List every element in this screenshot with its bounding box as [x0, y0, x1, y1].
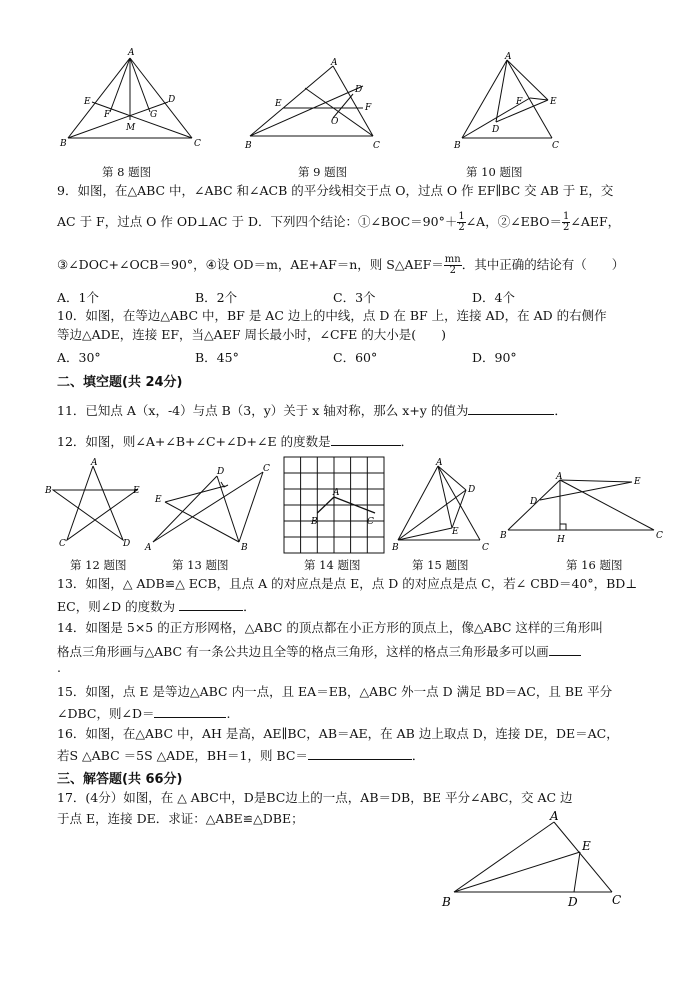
figure-13	[145, 462, 275, 552]
fig16-label-D: D	[530, 497, 538, 507]
fig8-label-A: A	[128, 48, 135, 58]
fig9-label-F: F	[365, 103, 372, 113]
fig14-label-B: B	[311, 517, 318, 527]
q9-line2c: ∠AEF，	[570, 214, 621, 229]
fig10-edge	[507, 60, 552, 138]
q9-line2	[57, 212, 620, 233]
fig17-label-B: B	[442, 895, 451, 909]
fig16-edge	[560, 480, 654, 530]
q14-text: 格点三角形画与△ABC 有一条公共边且全等的格点三角形，这样的格点三角形最多可以画	[57, 644, 549, 659]
fig10-label-C: C	[552, 141, 559, 151]
fig13-label-B: B	[241, 543, 248, 553]
fig9-edge	[333, 66, 373, 136]
fig13-edge	[165, 486, 225, 502]
fig17-label-C: C	[612, 893, 622, 907]
fig15-label-B: B	[392, 543, 399, 553]
q13-text: EC，则∠D 的度数为	[57, 599, 176, 614]
fig8-label-G: G	[150, 110, 158, 120]
q15-end: .	[226, 706, 231, 721]
fig9-edge	[250, 66, 333, 136]
q14-line1: 14．如图是 5×5 的正方形网格，△ABC 的顶点都在小正方形的顶点上，像△ABC 这样的三角形叫	[57, 620, 603, 635]
q11-end: ．	[554, 403, 567, 418]
fig15-label-D: D	[468, 485, 476, 495]
figure-15	[392, 458, 492, 553]
fig10-edge	[530, 98, 548, 100]
fig8-edge	[68, 102, 168, 138]
fig12-label-D: D	[123, 539, 131, 549]
fig16-edge	[560, 480, 632, 482]
q15-answer-blank[interactable]	[154, 705, 226, 718]
fig13-label-D: D	[217, 467, 225, 477]
q9-option-b[interactable]: B．2个	[195, 290, 238, 305]
q16-line1: 16．如图，在△ABC 中，AH 是高，AE∥BC，AB＝AE，在 AB 边上取点 D，连接 DE，DE＝AC，	[57, 726, 619, 741]
fig10-label-D: D	[492, 125, 500, 135]
fig8-edge	[110, 58, 130, 112]
fig10-edge	[507, 60, 548, 100]
q11	[57, 402, 567, 419]
fig9-edge	[250, 86, 363, 136]
q15-line2	[57, 705, 230, 722]
q13-line1: 13．如图，△ ADB≌△ ECB，且点 A 的对应点是点 E，点 D 的对应点是点 C，若∠ CBD＝40°，BD⊥	[57, 576, 638, 591]
fig8-caption: 第 8 题图	[102, 165, 152, 179]
fig15-label-A: A	[436, 458, 443, 468]
fig10-label-F: F	[516, 97, 523, 107]
fig9-label-A: A	[331, 58, 338, 68]
fig14-label-A: A	[333, 488, 340, 498]
figure-17	[440, 809, 640, 912]
fig16-label-H: H	[557, 535, 565, 545]
figure-12	[45, 458, 145, 548]
fig8-edge	[68, 58, 130, 138]
q12-text: 12．如图，则∠A+∠B+∠C+∠D+∠E 的度数是	[57, 434, 331, 449]
section-3-heading: 三、解答题(共 66分)	[57, 772, 183, 787]
q9-line2a: AC 于 F，过点 O 作 OD⊥AC 于 D．下列四个结论：①∠BOC＝90°＋	[57, 214, 458, 229]
fig17-label-E: E	[582, 839, 591, 853]
q9-line1: 9．如图，在△ABC 中，∠ABC 和∠ACB 的平分线相交于点 O，过点 O 作 EF∥BC 交 AB 于 E，交	[57, 183, 614, 198]
fig12-label-C: C	[59, 539, 66, 549]
fig15-label-E: E	[452, 527, 459, 537]
q14-line2	[57, 643, 581, 676]
q13-line2	[57, 598, 256, 615]
q11-text: 11．已知点 A（x，-4）与点 B（3，y）关于 x 轴对称，那么 x+y 的值为	[57, 403, 469, 418]
q13-answer-blank[interactable]	[179, 598, 243, 611]
q10-option-c[interactable]: C．60°	[333, 350, 378, 365]
fig8-label-C: C	[194, 139, 201, 149]
fig14-label-C: C	[367, 517, 374, 527]
fig15-edge	[438, 466, 452, 528]
q16-answer-blank[interactable]	[308, 747, 412, 760]
fig13-edge	[153, 476, 217, 542]
q16-line2	[57, 747, 424, 764]
q12-end: ．	[400, 434, 414, 449]
q9-option-a[interactable]: A．1个	[57, 290, 99, 305]
fig17-edge	[574, 852, 580, 892]
figure-14	[283, 456, 385, 554]
fig15-edge	[438, 466, 480, 540]
figure-8	[60, 50, 200, 155]
fig13-edge	[153, 472, 263, 542]
q10-option-d[interactable]: D．90°	[472, 350, 517, 365]
figure-9	[245, 58, 385, 153]
q9-fraction-half: $\frac{1}{2}$	[458, 211, 465, 233]
fig9-label-O: O	[331, 117, 339, 127]
fig13-label-C: C	[263, 464, 270, 474]
fig17-label-A: A	[550, 809, 559, 823]
q15-line1: 15．如图，点 E 是等边△ABC 内一点，且 EA＝EB，△ABC 外一点 D 满足 BD＝AC，且 BE 平分	[57, 684, 613, 699]
q16-end: ．	[411, 748, 425, 763]
q11-answer-blank[interactable]	[468, 402, 554, 415]
figure-10	[452, 52, 572, 152]
fig12-star	[53, 466, 137, 540]
fig8-label-D: D	[168, 95, 176, 105]
figure-16	[498, 470, 668, 550]
fig13-label-A: A	[145, 543, 152, 553]
q15-text: ∠DBC，则∠D＝	[57, 706, 155, 721]
fig17-label-D: D	[568, 895, 578, 909]
fig9-label-E: E	[275, 99, 282, 109]
fig16-label-A: A	[556, 472, 563, 482]
fig9-caption: 第 9 题图	[298, 165, 348, 179]
fig8-label-E: E	[84, 97, 91, 107]
fig15-label-C: C	[482, 543, 489, 553]
fig13-edge	[239, 472, 263, 542]
fig9-edge	[305, 88, 373, 136]
fig17-edge	[454, 822, 554, 892]
q10-option-b[interactable]: B．45°	[195, 350, 239, 365]
section-2-heading: 二、填空题(共 24分)	[57, 375, 183, 390]
q10-option-a[interactable]: A．30°	[57, 350, 101, 365]
fig12-label-B: B	[45, 486, 52, 496]
q16-text: 若S △ABC ＝5S △ADE，BH＝1，则 BC＝	[57, 748, 308, 763]
fig16-edge	[540, 482, 632, 500]
fig8-label-F: F	[104, 110, 111, 120]
fig12-caption: 第 12 题图	[70, 558, 127, 572]
q14-end: .	[57, 660, 61, 675]
fig10-caption: 第 10 题图	[466, 165, 523, 179]
fig12-label-E: E	[133, 486, 140, 496]
fig16-label-B: B	[500, 531, 507, 541]
fig8-edge	[92, 102, 192, 138]
fig13-caption: 第 13 题图	[172, 558, 229, 572]
fig13-label-E: E	[155, 495, 162, 505]
q12-answer-blank[interactable]	[331, 433, 401, 446]
fig16-label-E: E	[634, 477, 641, 487]
fig14-caption: 第 14 题图	[304, 558, 361, 572]
q14-answer-blank[interactable]	[549, 643, 581, 656]
q12	[57, 433, 413, 450]
fig8-label-M: M	[126, 123, 136, 133]
fig10-label-E: E	[550, 97, 557, 107]
q17-line2: 于点 E，连接 DE．求证：△ABE≌△DBE；	[57, 811, 304, 826]
q9-fraction-mn: $\frac{mn}{2}$	[444, 254, 461, 276]
fig9-label-C: C	[373, 141, 380, 151]
q9-fraction-half-2: $\frac{1}{2}$	[562, 211, 570, 233]
fig9-label-D: D	[355, 85, 363, 95]
fig12-label-A: A	[91, 458, 98, 468]
q9-line3a: ③∠DOC+∠OCB＝90°，④设 OD＝m，AE+AF＝n，则 S△AEF＝	[57, 257, 444, 272]
fig8-label-B: B	[60, 139, 67, 149]
fig8-edge	[130, 58, 192, 138]
q9-option-d[interactable]: D．4个	[472, 290, 515, 305]
fig9-label-B: B	[245, 141, 252, 151]
fig16-label-C: C	[656, 531, 663, 541]
q9-line2b: ∠A，②∠EBO＝	[465, 214, 562, 229]
q10-line1: 10．如图，在等边△ABC 中，BF 是 AC 边上的中线，点 D 在 BF 上，连接 AD，在 AD 的右侧作	[57, 308, 607, 323]
fig16-right-angle	[560, 524, 566, 530]
q9-line3b: ．其中正确的结论有（ ）	[461, 257, 625, 272]
q13-end: ．	[243, 599, 256, 614]
fig8-edge	[130, 58, 150, 112]
q17-line1: 17．(4分）如图，在 △ ABC中，D是BC边上的一点，AB＝DB，BE 平分∠ABC，交 AC 边	[57, 790, 573, 805]
fig17-edge	[454, 852, 580, 892]
q9-line3	[57, 255, 624, 276]
fig16-caption: 第 16 题图	[566, 558, 623, 572]
fig13-right-angle	[221, 482, 228, 487]
q9-option-c[interactable]: C．3个	[333, 290, 376, 305]
q10-line2: 等边△ADE，连接 EF，当△AEF 周长最小时，∠CFE 的大小是( )	[57, 327, 447, 342]
fig10-label-A: A	[505, 52, 512, 62]
fig15-edge	[398, 466, 438, 540]
fig15-caption: 第 15 题图	[412, 558, 469, 572]
fig10-label-B: B	[454, 141, 461, 151]
